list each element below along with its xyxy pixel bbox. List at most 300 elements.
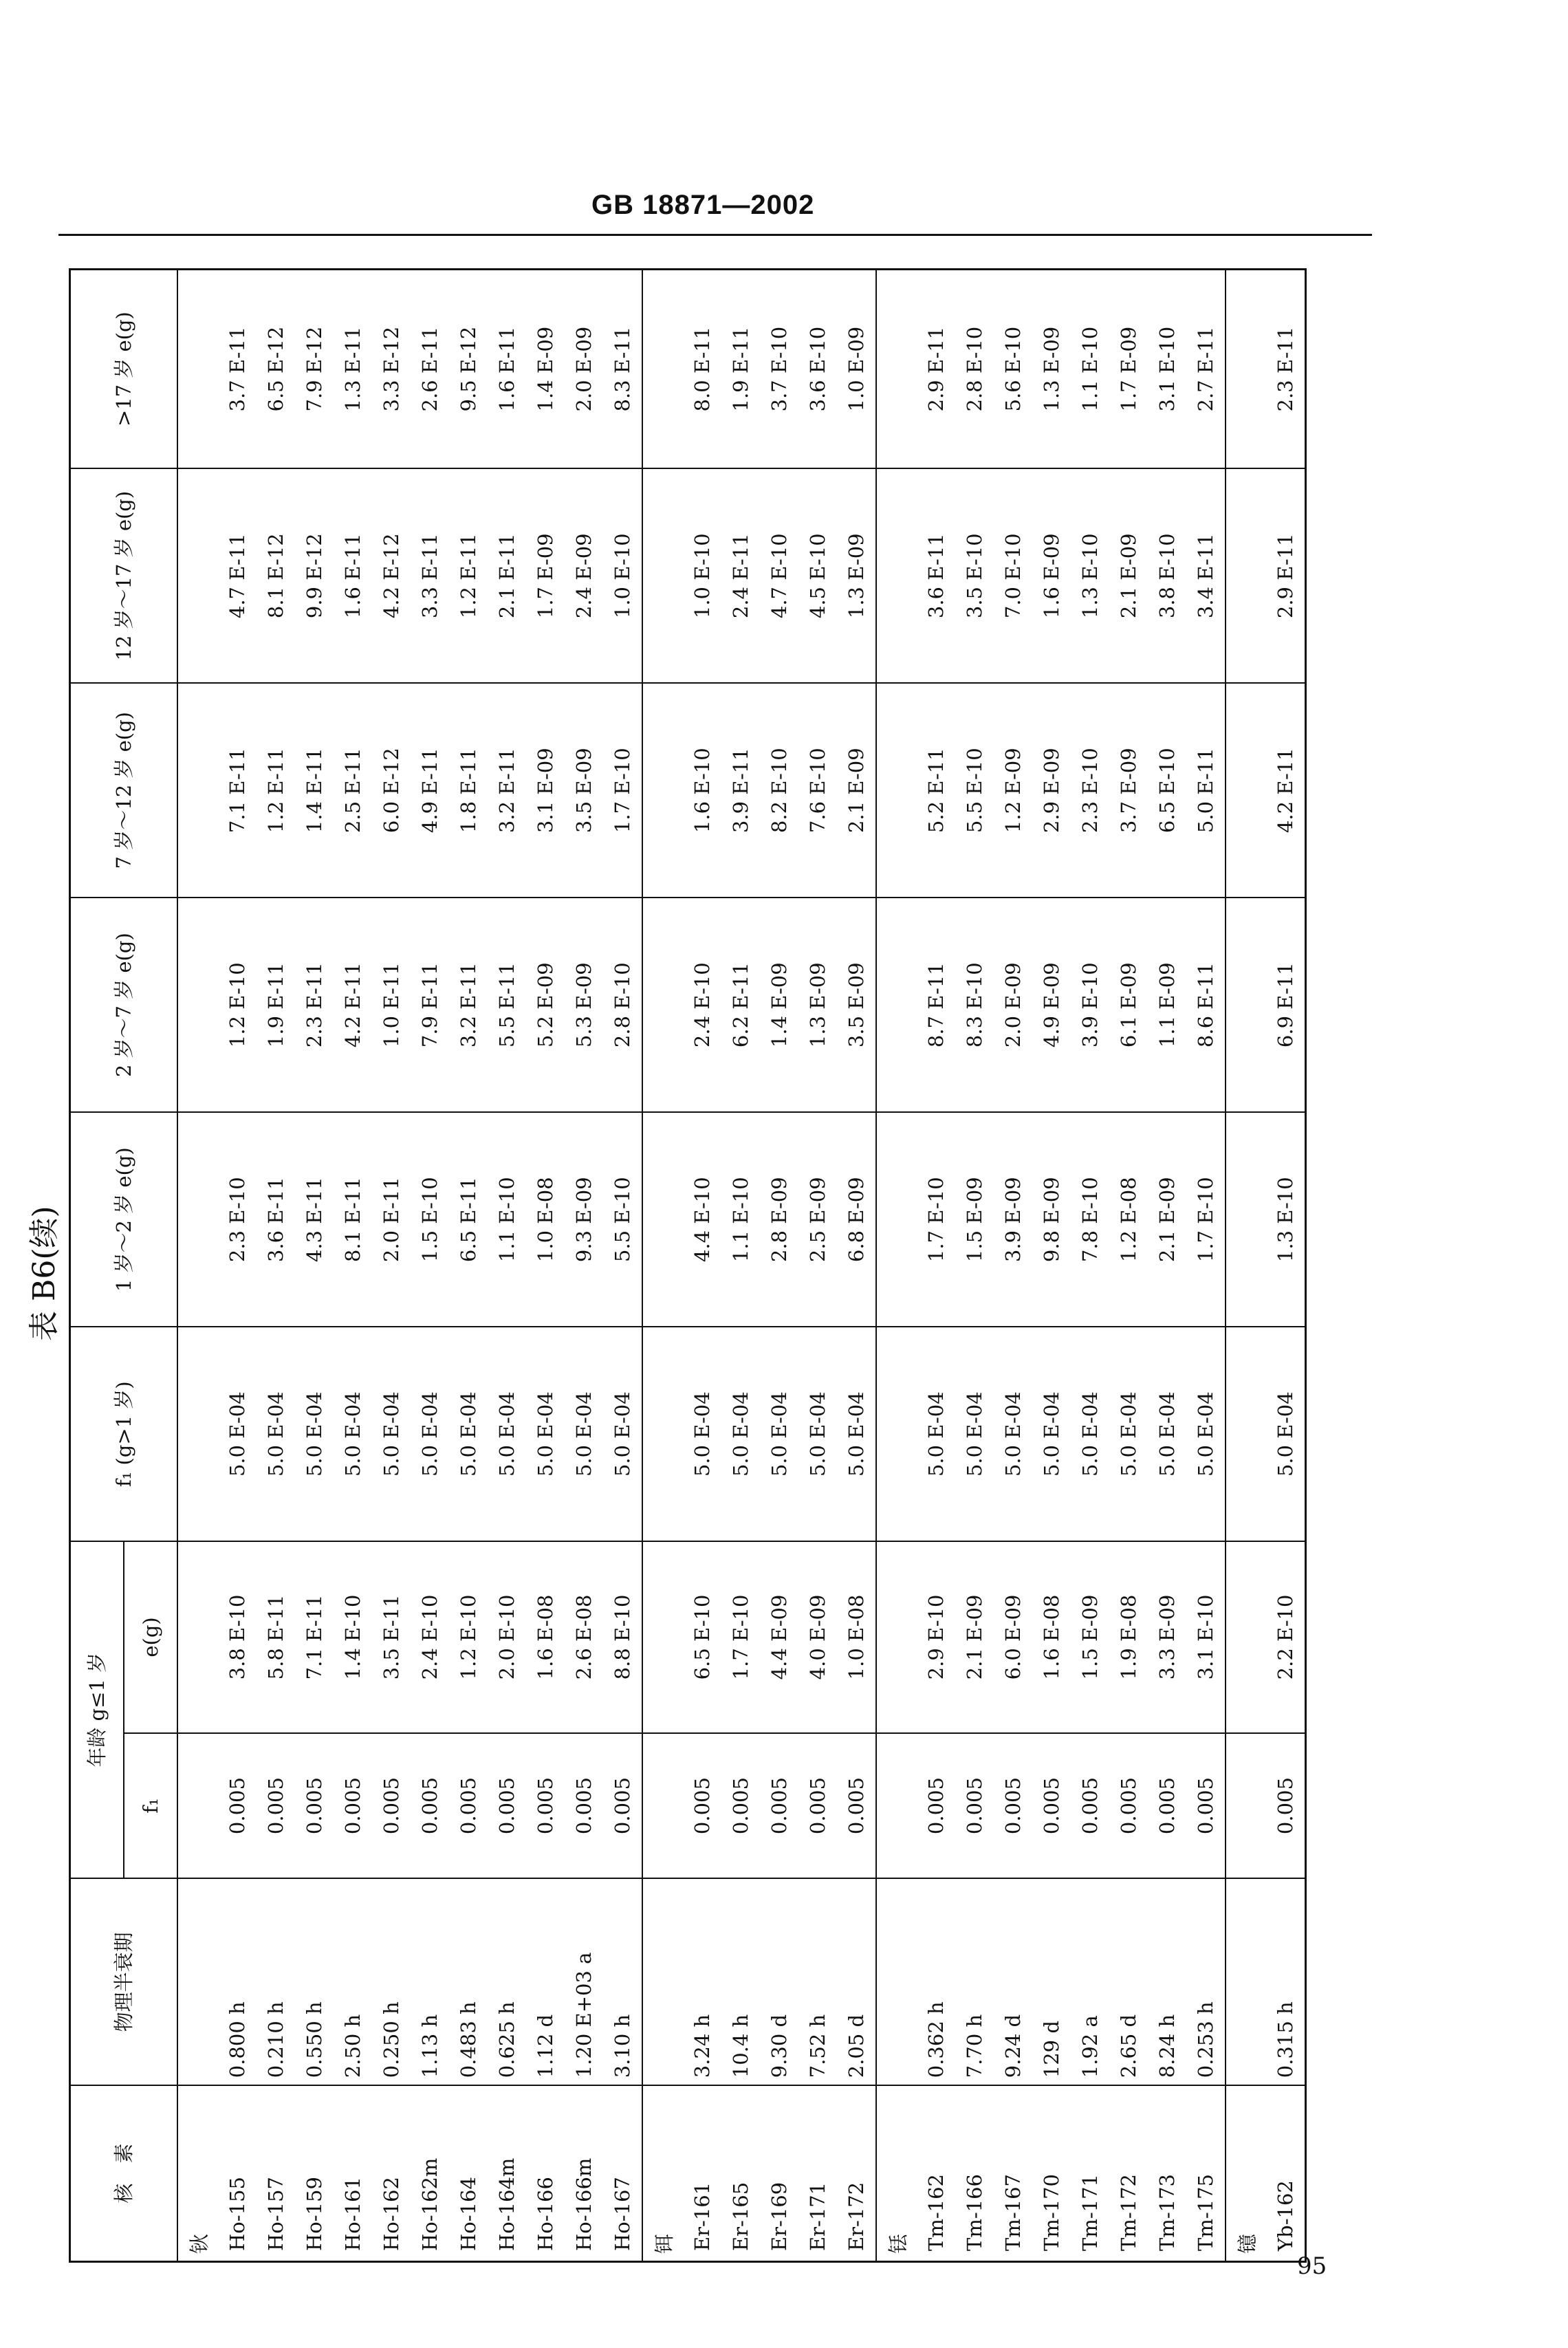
table-row xyxy=(837,270,876,2262)
nuclide-cell: Ho-161 xyxy=(341,2177,364,2251)
e-2-7-cell: 4.2 E-11 xyxy=(334,898,372,1112)
half-life-cell: 0.315 h xyxy=(1266,1878,1306,2085)
e-gt17-cell: 3.3 E-12 xyxy=(372,270,411,469)
e-2-7-cell: 1.4 E-09 xyxy=(760,898,798,1112)
e-7-12-cell: 3.9 E-11 xyxy=(721,683,760,898)
f1-cell: 0.005 xyxy=(1032,1733,1071,1879)
e-g-cell: 6.5 E-10 xyxy=(683,1541,721,1733)
nuclide-cell: Ho-164m xyxy=(495,2157,519,2251)
empty-cell xyxy=(642,1541,683,1733)
e-7-12-cell: 1.2 E-11 xyxy=(257,683,295,898)
e-2-7-cell: 6.9 E-11 xyxy=(1266,898,1306,1112)
table-row xyxy=(1148,270,1186,2262)
col-half-life-header: 物理半衰期 xyxy=(70,1878,178,2085)
e-7-12-cell: 3.5 E-09 xyxy=(565,683,603,898)
table-row xyxy=(994,270,1032,2262)
table-row xyxy=(955,270,994,2262)
nuclide-cell: Ho-159 xyxy=(303,2177,326,2251)
e-1-2-cell: 2.8 E-09 xyxy=(760,1112,798,1327)
col-nuclide-header: 核 素 xyxy=(70,2085,178,2261)
element-group-row xyxy=(642,270,683,2262)
nuclide-cell: Tm-162 xyxy=(924,2174,948,2251)
e-gt17-cell: 3.6 E-10 xyxy=(798,270,837,469)
e-1-2-cell: 6.5 E-11 xyxy=(449,1112,488,1327)
col-e-g-header: e(g) xyxy=(124,1541,177,1733)
e-12-17-cell: 4.2 E-12 xyxy=(372,468,411,683)
e-g-cell: 5.8 E-11 xyxy=(257,1541,295,1733)
e-7-12-cell: 2.3 E-10 xyxy=(1071,683,1109,898)
table-row xyxy=(1032,270,1071,2262)
e-1-2-cell: 3.9 E-09 xyxy=(994,1112,1032,1327)
empty-cell xyxy=(876,1541,917,1733)
e-12-17-cell: 1.2 E-11 xyxy=(449,468,488,683)
e-7-12-cell: 6.0 E-12 xyxy=(372,683,411,898)
table-row xyxy=(1266,270,1306,2262)
e-1-2-cell: 2.0 E-11 xyxy=(372,1112,411,1327)
e-12-17-cell: 3.4 E-11 xyxy=(1186,468,1226,683)
table-row xyxy=(683,270,721,2262)
table-row xyxy=(565,270,603,2262)
e-gt17-cell: 8.0 E-11 xyxy=(683,270,721,469)
table-row xyxy=(798,270,837,2262)
f1-cell: 0.005 xyxy=(565,1733,603,1879)
nuclide-cell: Er-172 xyxy=(845,2182,868,2251)
empty-cell xyxy=(876,270,917,469)
e-2-7-cell: 7.9 E-11 xyxy=(411,898,449,1112)
f1-cell: 0.005 xyxy=(295,1733,334,1879)
empty-cell xyxy=(1226,1327,1266,1541)
nuclide-cell: Er-165 xyxy=(729,2182,752,2251)
empty-cell xyxy=(642,683,683,898)
e-1-2-cell: 1.1 E-10 xyxy=(488,1112,526,1327)
e-2-7-cell: 1.1 E-09 xyxy=(1148,898,1186,1112)
e-g-cell: 1.4 E-10 xyxy=(334,1541,372,1733)
f1-cell: 0.005 xyxy=(334,1733,372,1879)
f1-gt1-cell: 5.0 E-04 xyxy=(760,1327,798,1541)
empty-cell xyxy=(177,1112,218,1327)
empty-cell xyxy=(876,1733,917,1879)
nuclide-cell: Ho-162m xyxy=(418,2157,442,2251)
f1-cell: 0.005 xyxy=(1186,1733,1226,1879)
half-life-cell: 1.13 h xyxy=(411,1878,449,2085)
f1-cell: 0.005 xyxy=(603,1733,642,1879)
e-gt17-cell: 2.6 E-11 xyxy=(411,270,449,469)
empty-cell xyxy=(876,683,917,898)
half-life-cell: 3.10 h xyxy=(603,1878,642,2085)
e-gt17-cell: 1.1 E-10 xyxy=(1071,270,1109,469)
e-2-7-cell: 6.2 E-11 xyxy=(721,898,760,1112)
f1-gt1-cell: 5.0 E-04 xyxy=(488,1327,526,1541)
half-life-cell: 0.362 h xyxy=(917,1878,955,2085)
e-g-cell: 2.0 E-10 xyxy=(488,1541,526,1733)
f1-cell: 0.005 xyxy=(1071,1733,1109,1879)
table-row xyxy=(218,270,257,2262)
nuclide-cell: Er-169 xyxy=(767,2182,791,2251)
f1-gt1-cell: 5.0 E-04 xyxy=(526,1327,565,1541)
empty-cell xyxy=(1226,898,1266,1112)
e-g-cell: 3.5 E-11 xyxy=(372,1541,411,1733)
empty-cell xyxy=(177,898,218,1112)
col-age-2-7-header: 2 岁～7 岁 e(g) xyxy=(70,898,178,1112)
half-life-cell: 2.50 h xyxy=(334,1878,372,2085)
e-7-12-cell: 1.4 E-11 xyxy=(295,683,334,898)
half-life-cell: 0.210 h xyxy=(257,1878,295,2085)
e-12-17-cell: 1.3 E-10 xyxy=(1071,468,1109,683)
f1-gt1-cell: 5.0 E-04 xyxy=(257,1327,295,1541)
e-7-12-cell: 4.9 E-11 xyxy=(411,683,449,898)
e-7-12-cell: 1.2 E-09 xyxy=(994,683,1032,898)
f1-gt1-cell: 5.0 E-04 xyxy=(1071,1327,1109,1541)
e-g-cell: 3.3 E-09 xyxy=(1148,1541,1186,1733)
f1-gt1-cell: 5.0 E-04 xyxy=(603,1327,642,1541)
f1-gt1-cell: 5.0 E-04 xyxy=(334,1327,372,1541)
f1-cell: 0.005 xyxy=(218,1733,257,1879)
element-name: 铥 xyxy=(876,2085,917,2261)
e-gt17-cell: 2.9 E-11 xyxy=(917,270,955,469)
e-gt17-cell: 1.0 E-09 xyxy=(837,270,876,469)
e-gt17-cell: 2.7 E-11 xyxy=(1186,270,1226,469)
f1-gt1-cell: 5.0 E-04 xyxy=(994,1327,1032,1541)
e-2-7-cell: 2.4 E-10 xyxy=(683,898,721,1112)
element-name: 镱 xyxy=(1226,2085,1266,2261)
half-life-cell: 0.250 h xyxy=(372,1878,411,2085)
e-g-cell: 2.2 E-10 xyxy=(1266,1541,1306,1733)
f1-gt1-cell: 5.0 E-04 xyxy=(798,1327,837,1541)
nuclide-cell: Tm-170 xyxy=(1040,2174,1063,2251)
e-12-17-cell: 1.3 E-09 xyxy=(837,468,876,683)
half-life-cell: 1.12 d xyxy=(526,1878,565,2085)
f1-cell: 0.005 xyxy=(683,1733,721,1879)
e-12-17-cell: 7.0 E-10 xyxy=(994,468,1032,683)
e-2-7-cell: 6.1 E-09 xyxy=(1109,898,1148,1112)
e-gt17-cell: 2.8 E-10 xyxy=(955,270,994,469)
e-2-7-cell: 3.2 E-11 xyxy=(449,898,488,1112)
table-row xyxy=(488,270,526,2262)
e-7-12-cell: 5.0 E-11 xyxy=(1186,683,1226,898)
col-age-7-12-header: 7 岁～12 岁 e(g) xyxy=(70,683,178,898)
nuclide-cell: Ho-155 xyxy=(226,2177,249,2251)
empty-cell xyxy=(177,1327,218,1541)
empty-cell xyxy=(177,683,218,898)
e-1-2-cell: 3.6 E-11 xyxy=(257,1112,295,1327)
half-life-cell: 9.24 d xyxy=(994,1878,1032,2085)
e-12-17-cell: 3.6 E-11 xyxy=(917,468,955,683)
table-row xyxy=(411,270,449,2262)
table-row xyxy=(917,270,955,2262)
e-12-17-cell: 4.5 E-10 xyxy=(798,468,837,683)
table-row xyxy=(372,270,411,2262)
half-life-cell: 2.65 d xyxy=(1109,1878,1148,2085)
e-gt17-cell: 7.9 E-12 xyxy=(295,270,334,469)
e-gt17-cell: 2.0 E-09 xyxy=(565,270,603,469)
empty-cell xyxy=(1226,1733,1266,1879)
e-gt17-cell: 8.3 E-11 xyxy=(603,270,642,469)
nuclide-cell: Tm-167 xyxy=(1001,2174,1025,2251)
empty-cell xyxy=(876,898,917,1112)
e-1-2-cell: 1.5 E-10 xyxy=(411,1112,449,1327)
nuclide-cell: Ho-164 xyxy=(457,2177,480,2251)
half-life-cell: 7.70 h xyxy=(955,1878,994,2085)
nuclide-cell: Er-171 xyxy=(806,2182,829,2251)
empty-cell xyxy=(642,468,683,683)
f1-cell: 0.005 xyxy=(372,1733,411,1879)
nuclide-cell: Ho-166 xyxy=(534,2177,557,2251)
col-age-1-2-header: 1 岁～2 岁 e(g) xyxy=(70,1112,178,1327)
f1-gt1-cell: 5.0 E-04 xyxy=(449,1327,488,1541)
half-life-cell: 0.483 h xyxy=(449,1878,488,2085)
e-gt17-cell: 9.5 E-12 xyxy=(449,270,488,469)
element-group-row xyxy=(876,270,917,2262)
e-2-7-cell: 2.0 E-09 xyxy=(994,898,1032,1112)
table-row xyxy=(603,270,642,2262)
e-12-17-cell: 2.9 E-11 xyxy=(1266,468,1306,683)
f1-cell: 0.005 xyxy=(994,1733,1032,1879)
f1-cell: 0.005 xyxy=(488,1733,526,1879)
e-2-7-cell: 2.3 E-11 xyxy=(295,898,334,1112)
e-7-12-cell: 7.6 E-10 xyxy=(798,683,837,898)
f1-gt1-cell: 5.0 E-04 xyxy=(721,1327,760,1541)
empty-cell xyxy=(642,1327,683,1541)
f1-cell: 0.005 xyxy=(1148,1733,1186,1879)
e-gt17-cell: 1.3 E-09 xyxy=(1032,270,1071,469)
e-2-7-cell: 1.3 E-09 xyxy=(798,898,837,1112)
f1-gt1-cell: 5.0 E-04 xyxy=(372,1327,411,1541)
e-7-12-cell: 1.8 E-11 xyxy=(449,683,488,898)
empty-cell xyxy=(177,270,218,469)
nuclide-cell: Ho-157 xyxy=(264,2177,287,2251)
e-7-12-cell: 5.2 E-11 xyxy=(917,683,955,898)
empty-cell xyxy=(642,1112,683,1327)
f1-gt1-cell: 5.0 E-04 xyxy=(1032,1327,1071,1541)
e-g-cell: 1.0 E-08 xyxy=(837,1541,876,1733)
e-g-cell: 6.0 E-09 xyxy=(994,1541,1032,1733)
e-g-cell: 1.9 E-08 xyxy=(1109,1541,1148,1733)
f1-gt1-cell: 5.0 E-04 xyxy=(1148,1327,1186,1541)
e-1-2-cell: 9.8 E-09 xyxy=(1032,1112,1071,1327)
element-group-row xyxy=(177,270,218,2262)
e-gt17-cell: 1.4 E-09 xyxy=(526,270,565,469)
e-7-12-cell: 5.5 E-10 xyxy=(955,683,994,898)
half-life-cell: 0.253 h xyxy=(1186,1878,1226,2085)
e-12-17-cell: 1.6 E-09 xyxy=(1032,468,1071,683)
e-1-2-cell: 9.3 E-09 xyxy=(565,1112,603,1327)
e-12-17-cell: 2.1 E-09 xyxy=(1109,468,1148,683)
empty-cell xyxy=(1226,1112,1266,1327)
empty-cell xyxy=(177,1733,218,1879)
e-1-2-cell: 7.8 E-10 xyxy=(1071,1112,1109,1327)
page-number: 95 xyxy=(1297,2252,1327,2280)
e-g-cell: 4.0 E-09 xyxy=(798,1541,837,1733)
f1-cell: 0.005 xyxy=(449,1733,488,1879)
e-1-2-cell: 6.8 E-09 xyxy=(837,1112,876,1327)
nuclide-cell: Er-161 xyxy=(690,2182,714,2251)
table-row xyxy=(449,270,488,2262)
e-7-12-cell: 3.7 E-09 xyxy=(1109,683,1148,898)
e-12-17-cell: 2.1 E-11 xyxy=(488,468,526,683)
e-g-cell: 1.6 E-08 xyxy=(1032,1541,1071,1733)
empty-cell xyxy=(1226,1541,1266,1733)
rotated-table-area xyxy=(27,268,1307,2263)
e-7-12-cell: 1.6 E-10 xyxy=(683,683,721,898)
e-2-7-cell: 5.5 E-11 xyxy=(488,898,526,1112)
e-12-17-cell: 4.7 E-11 xyxy=(218,468,257,683)
e-7-12-cell: 3.2 E-11 xyxy=(488,683,526,898)
nuclide-cell: Tm-173 xyxy=(1155,2174,1179,2251)
e-1-2-cell: 4.4 E-10 xyxy=(683,1112,721,1327)
e-12-17-cell: 3.8 E-10 xyxy=(1148,468,1186,683)
table-row xyxy=(334,270,372,2262)
f1-gt1-cell: 5.0 E-04 xyxy=(837,1327,876,1541)
e-g-cell: 4.4 E-09 xyxy=(760,1541,798,1733)
half-life-cell: 3.24 h xyxy=(683,1878,721,2085)
e-gt17-cell: 5.6 E-10 xyxy=(994,270,1032,469)
table-row xyxy=(1071,270,1109,2262)
empty-cell xyxy=(1226,270,1266,469)
nuclide-cell: Yb-162 xyxy=(1274,2180,1297,2251)
table-row xyxy=(526,270,565,2262)
f1-cell: 0.005 xyxy=(721,1733,760,1879)
nuclide-cell: Ho-167 xyxy=(611,2177,634,2251)
f1-cell: 0.005 xyxy=(411,1733,449,1879)
empty-cell xyxy=(1226,1878,1266,2085)
e-1-2-cell: 1.1 E-10 xyxy=(721,1112,760,1327)
e-1-2-cell: 2.1 E-09 xyxy=(1148,1112,1186,1327)
e-g-cell: 1.5 E-09 xyxy=(1071,1541,1109,1733)
nuclide-cell: Tm-166 xyxy=(963,2174,986,2251)
e-2-7-cell: 8.3 E-10 xyxy=(955,898,994,1112)
empty-cell xyxy=(642,270,683,469)
nuclide-cell: Tm-172 xyxy=(1117,2174,1140,2251)
e-7-12-cell: 6.5 E-10 xyxy=(1148,683,1186,898)
empty-cell xyxy=(876,1327,917,1541)
table-row xyxy=(721,270,760,2262)
e-2-7-cell: 4.9 E-09 xyxy=(1032,898,1071,1112)
e-g-cell: 2.1 E-09 xyxy=(955,1541,994,1733)
e-1-2-cell: 1.7 E-10 xyxy=(1186,1112,1226,1327)
e-7-12-cell: 2.1 E-09 xyxy=(837,683,876,898)
empty-cell xyxy=(642,898,683,1112)
e-12-17-cell: 8.1 E-12 xyxy=(257,468,295,683)
e-12-17-cell: 9.9 E-12 xyxy=(295,468,334,683)
empty-cell xyxy=(1226,468,1266,683)
half-life-cell: 129 d xyxy=(1032,1878,1071,2085)
e-g-cell: 1.6 E-08 xyxy=(526,1541,565,1733)
e-12-17-cell: 1.7 E-09 xyxy=(526,468,565,683)
e-1-2-cell: 1.7 E-10 xyxy=(917,1112,955,1327)
e-12-17-cell: 2.4 E-09 xyxy=(565,468,603,683)
e-g-cell: 2.6 E-08 xyxy=(565,1541,603,1733)
e-gt17-cell: 1.9 E-11 xyxy=(721,270,760,469)
e-1-2-cell: 2.5 E-09 xyxy=(798,1112,837,1327)
table-row xyxy=(1186,270,1226,2262)
e-gt17-cell: 1.3 E-11 xyxy=(334,270,372,469)
e-2-7-cell: 2.8 E-10 xyxy=(603,898,642,1112)
e-g-cell: 3.1 E-10 xyxy=(1186,1541,1226,1733)
e-2-7-cell: 5.3 E-09 xyxy=(565,898,603,1112)
nuclide-cell: Tm-175 xyxy=(1194,2174,1217,2251)
e-12-17-cell: 1.6 E-11 xyxy=(334,468,372,683)
e-7-12-cell: 1.7 E-10 xyxy=(603,683,642,898)
e-gt17-cell: 3.7 E-11 xyxy=(218,270,257,469)
e-2-7-cell: 5.2 E-09 xyxy=(526,898,565,1112)
e-12-17-cell: 1.0 E-10 xyxy=(603,468,642,683)
f1-cell: 0.005 xyxy=(257,1733,295,1879)
e-1-2-cell: 1.3 E-10 xyxy=(1266,1112,1306,1327)
empty-cell xyxy=(1226,683,1266,898)
empty-cell xyxy=(876,1878,917,2085)
e-7-12-cell: 8.2 E-10 xyxy=(760,683,798,898)
e-g-cell: 1.7 E-10 xyxy=(721,1541,760,1733)
element-name: 铒 xyxy=(642,2085,683,2261)
e-g-cell: 2.9 E-10 xyxy=(917,1541,955,1733)
e-1-2-cell: 5.5 E-10 xyxy=(603,1112,642,1327)
nuclide-cell: Ho-162 xyxy=(380,2177,403,2251)
empty-cell xyxy=(177,468,218,683)
empty-cell xyxy=(642,1878,683,2085)
half-life-cell: 2.05 d xyxy=(837,1878,876,2085)
empty-cell xyxy=(876,468,917,683)
half-life-cell: 1.92 a xyxy=(1071,1878,1109,2085)
col-age-12-17-header: 12 岁～17 岁 e(g) xyxy=(70,468,178,683)
e-2-7-cell: 3.9 E-10 xyxy=(1071,898,1109,1112)
empty-cell xyxy=(177,1541,218,1733)
element-group-row xyxy=(1226,270,1266,2262)
f1-cell: 0.005 xyxy=(1109,1733,1148,1879)
f1-gt1-cell: 5.0 E-04 xyxy=(218,1327,257,1541)
col-age-gt17-header: >17 岁 e(g) xyxy=(70,270,178,469)
e-g-cell: 3.8 E-10 xyxy=(218,1541,257,1733)
e-7-12-cell: 3.1 E-09 xyxy=(526,683,565,898)
f1-cell: 0.005 xyxy=(526,1733,565,1879)
e-gt17-cell: 3.1 E-10 xyxy=(1148,270,1186,469)
e-gt17-cell: 1.7 E-09 xyxy=(1109,270,1148,469)
element-name: 钬 xyxy=(187,2233,211,2254)
e-7-12-cell: 7.1 E-11 xyxy=(218,683,257,898)
e-g-cell: 1.2 E-10 xyxy=(449,1541,488,1733)
f1-cell: 0.005 xyxy=(955,1733,994,1879)
table-row xyxy=(760,270,798,2262)
table-body xyxy=(177,270,1306,2262)
e-2-7-cell: 1.0 E-11 xyxy=(372,898,411,1112)
f1-cell: 0.005 xyxy=(837,1733,876,1879)
half-life-cell: 8.24 h xyxy=(1148,1878,1186,2085)
e-gt17-cell: 6.5 E-12 xyxy=(257,270,295,469)
e-g-cell: 8.8 E-10 xyxy=(603,1541,642,1733)
col-f1-header: f₁ xyxy=(124,1733,177,1879)
f1-gt1-cell: 5.0 E-04 xyxy=(1109,1327,1148,1541)
e-2-7-cell: 1.2 E-10 xyxy=(218,898,257,1112)
header-rule xyxy=(58,234,1372,236)
empty-cell xyxy=(642,1733,683,1879)
f1-gt1-cell: 5.0 E-04 xyxy=(683,1327,721,1541)
half-life-cell: 0.800 h xyxy=(218,1878,257,2085)
e-gt17-cell: 2.3 E-11 xyxy=(1266,270,1306,469)
half-life-cell: 0.625 h xyxy=(488,1878,526,2085)
f1-cell: 0.005 xyxy=(760,1733,798,1879)
f1-gt1-cell: 5.0 E-04 xyxy=(1266,1327,1306,1541)
e-1-2-cell: 4.3 E-11 xyxy=(295,1112,334,1327)
e-g-cell: 2.4 E-10 xyxy=(411,1541,449,1733)
f1-cell: 0.005 xyxy=(1266,1733,1306,1879)
f1-cell: 0.005 xyxy=(798,1733,837,1879)
dose-coefficient-table xyxy=(69,268,1307,2263)
table-row xyxy=(257,270,295,2262)
half-life-cell: 10.4 h xyxy=(721,1878,760,2085)
half-life-cell: 1.20 E+03 a xyxy=(565,1878,603,2085)
nuclide-cell: Tm-171 xyxy=(1078,2174,1102,2251)
f1-gt1-cell: 5.0 E-04 xyxy=(565,1327,603,1541)
e-7-12-cell: 4.2 E-11 xyxy=(1266,683,1306,898)
